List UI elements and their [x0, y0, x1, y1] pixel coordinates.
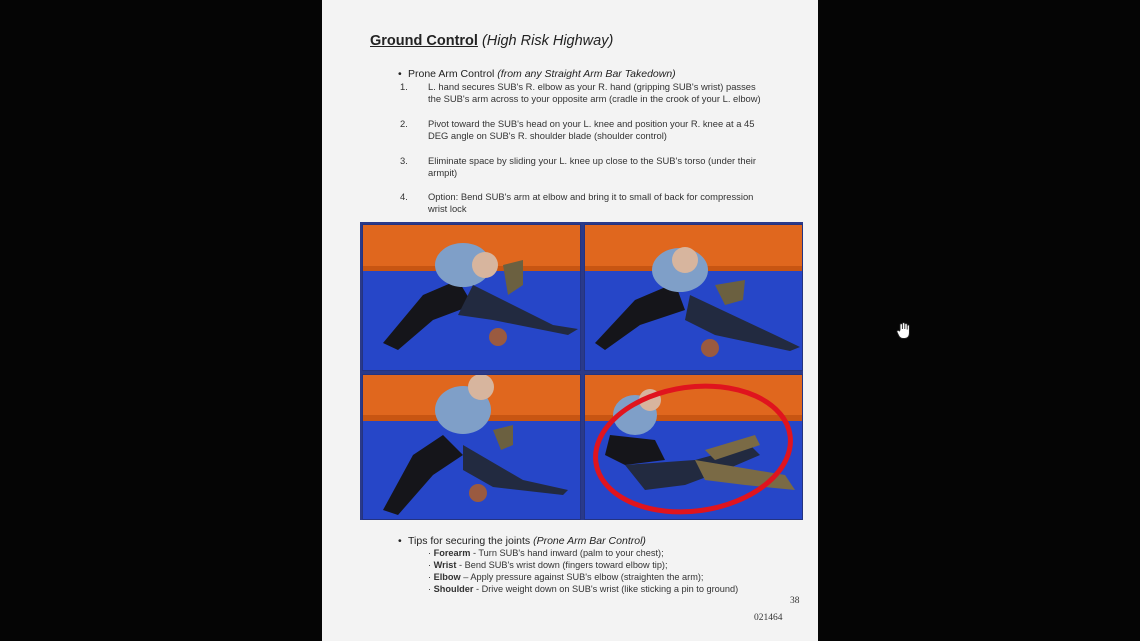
title-subtitle: (High Risk Highway)	[481, 33, 614, 49]
hand-cursor-icon	[896, 322, 912, 340]
tip-item: · Wrist - Bend SUB's wrist down (fingers toward elbow tip);	[428, 560, 668, 570]
photo-grid	[360, 222, 803, 520]
section-heading-paren: (from any Straight Arm Bar Takedown)	[497, 68, 676, 80]
section-heading-text: Prone Arm Control	[408, 68, 495, 80]
officer-figure	[585, 225, 802, 370]
document-id: 021464	[754, 613, 783, 623]
photo-step-2	[584, 224, 803, 371]
tip-term: Shoulder	[433, 584, 474, 594]
bullet-icon: •	[398, 535, 402, 547]
red-annotation-circle	[585, 375, 802, 519]
tip-text: - Drive weight down on SUB's wrist (like sticking a pin to ground)	[473, 584, 739, 594]
tip-text: – Apply pressure against SUB's elbow (straighten the arm);	[460, 572, 704, 582]
step-item	[400, 155, 768, 179]
tip-term: Forearm	[433, 548, 471, 558]
title-main: Ground Control	[370, 33, 478, 49]
step-number: 3.	[400, 155, 408, 166]
photo-step-1	[362, 224, 581, 371]
step-text: Pivot toward the SUB's head on your L. knee and position your R. knee at a 45 DEG angle on SUB's R. shoulder blade (shoulder control)	[428, 118, 755, 141]
photo-step-4	[584, 374, 803, 520]
tip-term: Elbow	[433, 572, 461, 582]
step-number: 2.	[400, 118, 408, 129]
photo-step-3	[362, 374, 581, 520]
tip-item: · Shoulder - Drive weight down on SUB's wrist (like sticking a pin to ground)	[428, 584, 739, 594]
bullet-icon: •	[398, 68, 402, 80]
tip-item: · Forearm - Turn SUB's hand inward (palm to your chest);	[428, 548, 664, 558]
page-number: 38	[790, 596, 800, 606]
step-text: Option: Bend SUB's arm at elbow and bring it to small of back for compression wrist lock	[428, 191, 754, 214]
tip-text: - Bend SUB's wrist down (fingers toward elbow tip);	[456, 560, 668, 570]
step-item	[400, 81, 768, 105]
tip-term: Wrist	[433, 560, 457, 570]
tip-item: · Elbow – Apply pressure against SUB's elbow (straighten the arm);	[428, 572, 704, 582]
section-heading-text: Tips for securing the joints	[408, 535, 531, 547]
page-title	[370, 33, 613, 49]
officer-figure	[363, 225, 580, 370]
section-heading-tips	[398, 535, 646, 547]
officer-figure	[363, 375, 580, 519]
step-number: 4.	[400, 191, 408, 202]
tip-text: - Turn SUB's hand inward (palm to your chest);	[470, 548, 664, 558]
step-item	[400, 118, 768, 142]
step-number: 1.	[400, 81, 408, 92]
step-text: L. hand secures SUB's R. elbow as your R. hand (gripping SUB's wrist) passes the SUB's arm across to your opposite arm (cradle in the crook of your L. elbow)	[428, 81, 761, 104]
step-text: Eliminate space by sliding your L. knee up close to the SUB's torso (under their armpit)	[428, 155, 757, 178]
section-heading-prone-arm	[398, 68, 676, 80]
section-heading-paren: (Prone Arm Bar Control)	[533, 535, 646, 547]
manual-page	[322, 0, 818, 641]
step-item	[400, 191, 768, 215]
